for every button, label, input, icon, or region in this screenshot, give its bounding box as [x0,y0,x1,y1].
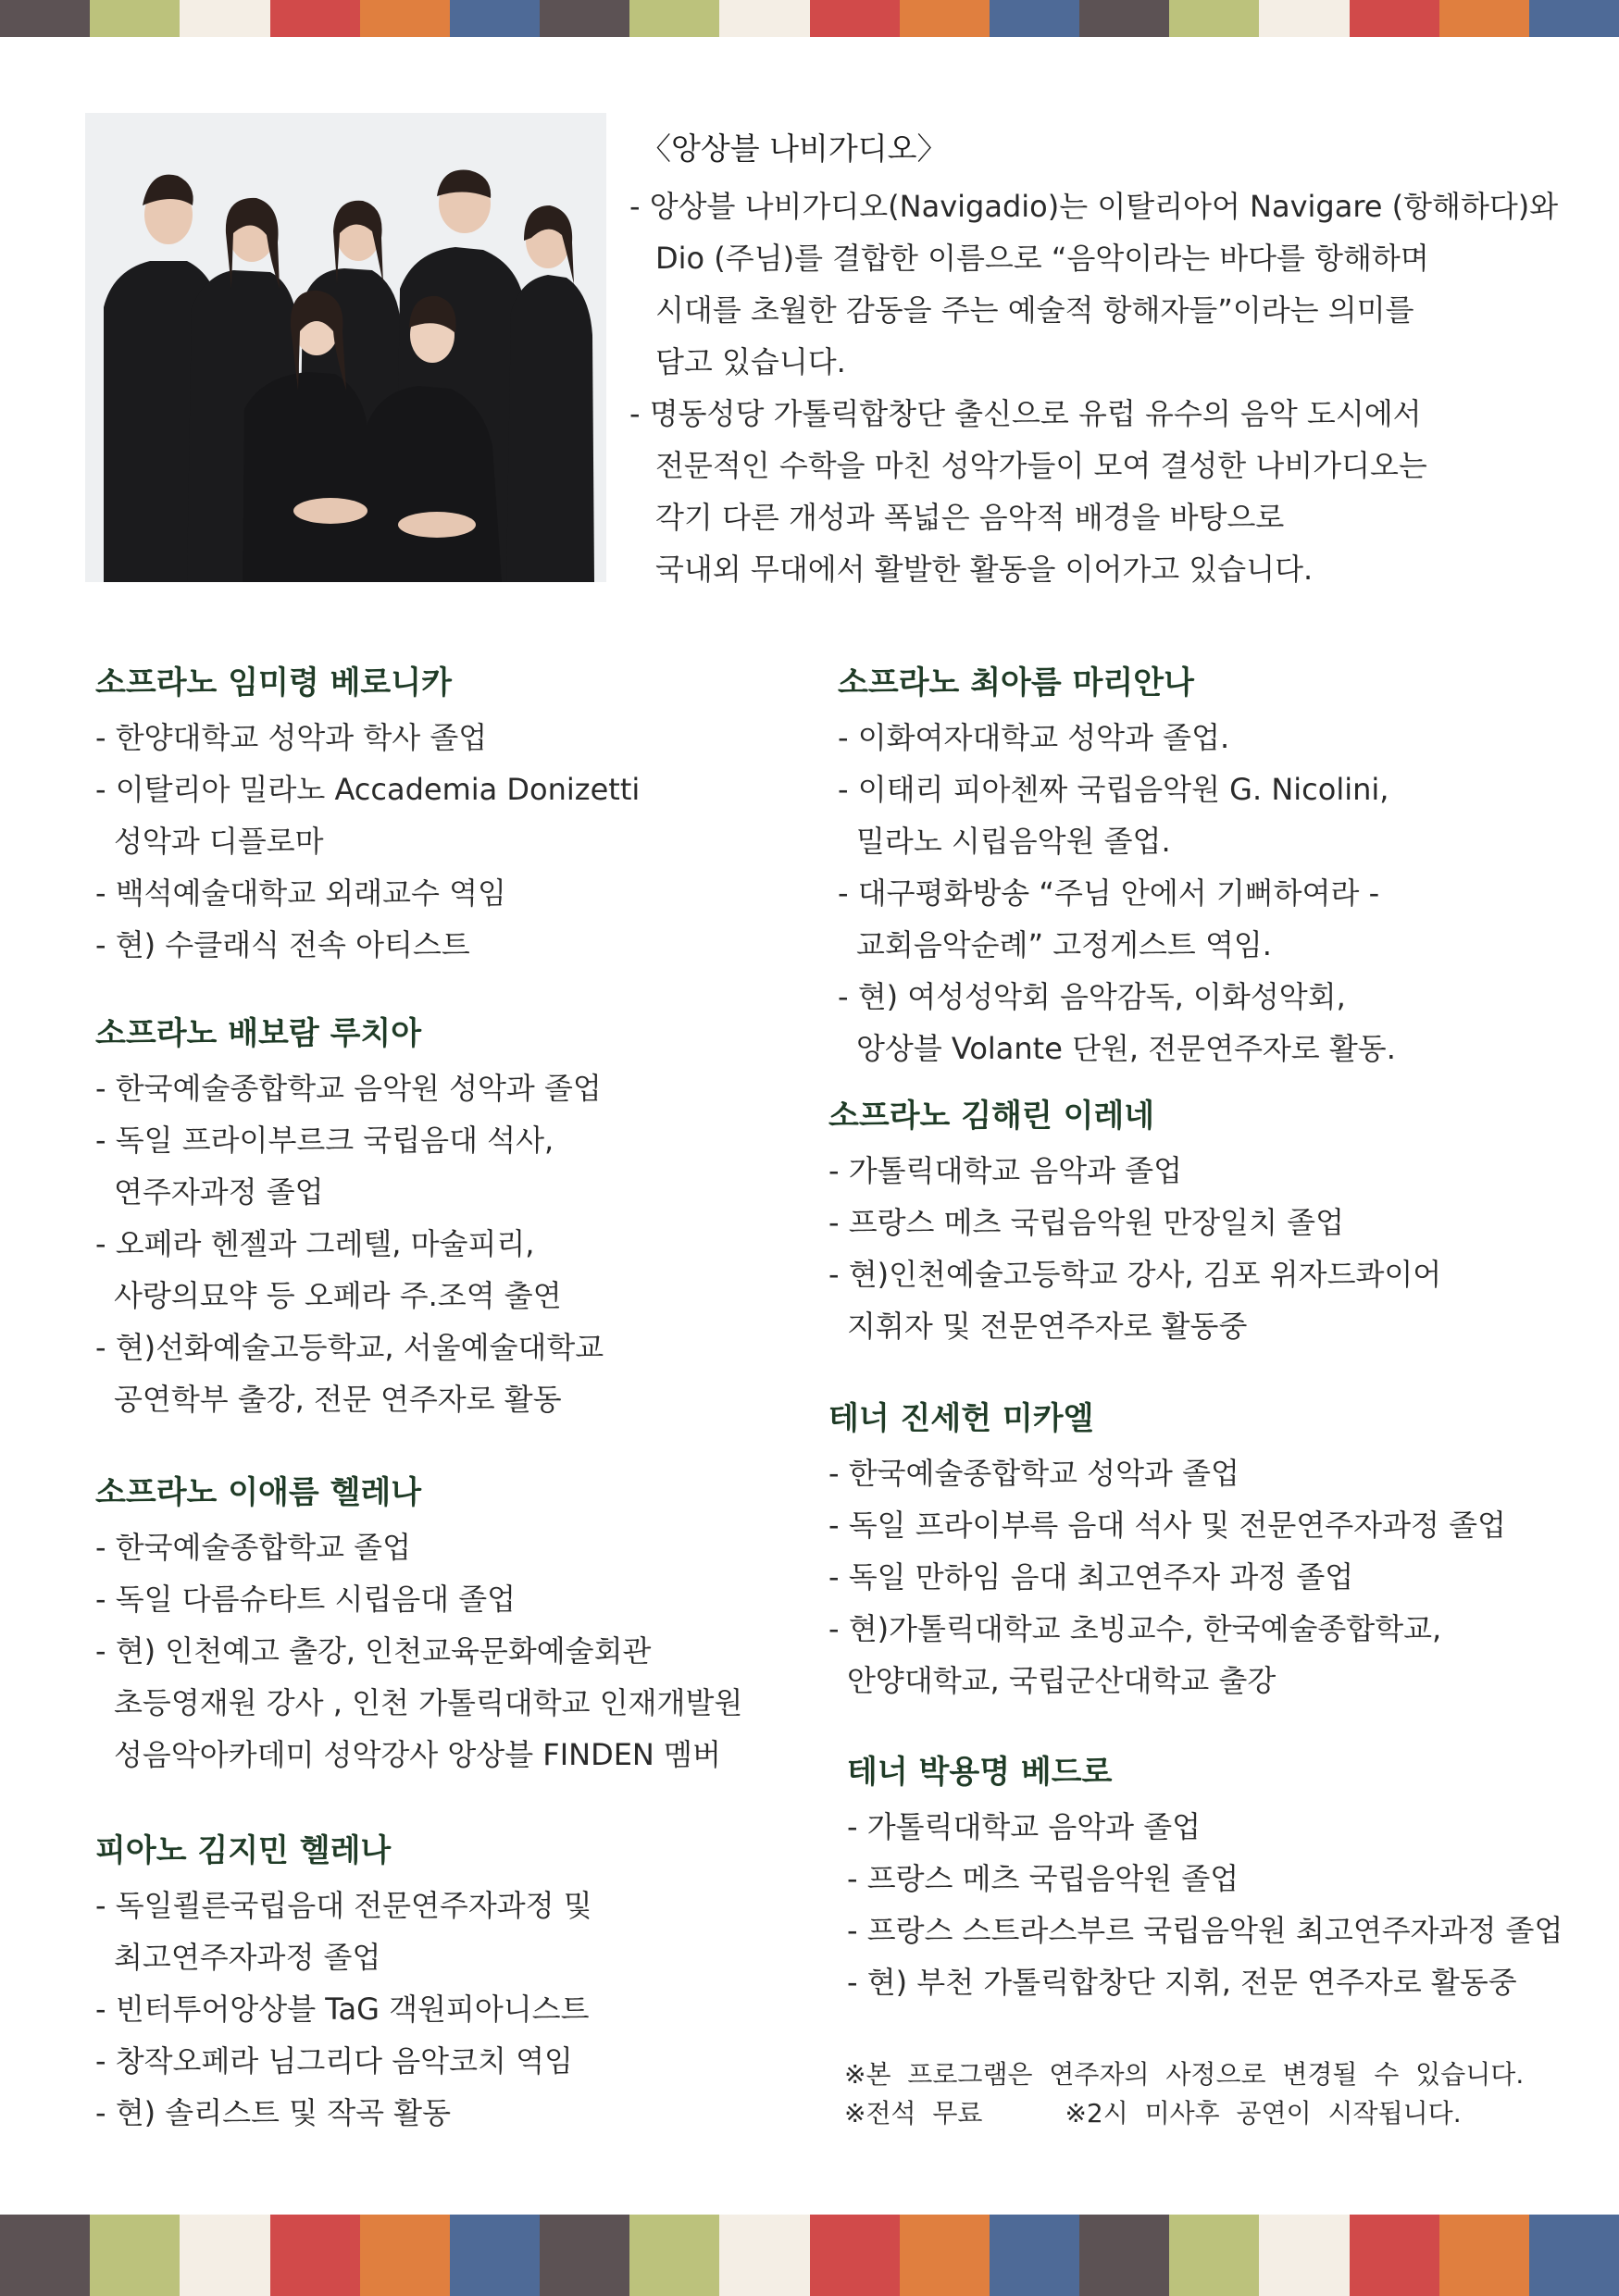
stripe-segment [719,0,809,37]
intro-line: 전문적인 수학을 마친 성악가들이 모여 결성한 나비가디오는 [655,448,1427,483]
bio-item: - 오페라 헨젤과 그레텔, 마술피리, 사랑의묘약 등 오페라 주.조역 출연 [95,1226,562,1313]
bio-name: 소프라노 김해린 이레네 [828,1098,1155,1135]
bio-name: 소프라노 이애름 헬레나 [95,1474,422,1511]
stripe-segment [1169,0,1259,37]
bio-soprano-bae-bo-ram [95,1011,604,1425]
stripe-segment [450,2215,540,2296]
bio-name: 소프라노 배보람 루치아 [95,1015,422,1052]
stripe-segment [1439,0,1529,37]
stripe-segment [1169,2215,1259,2296]
intro-line: 담고 있습니다. [655,344,846,379]
bio-item: - 빈터투어앙상블 TaG 객원피아니스트 [95,1992,590,2027]
bio-name: 피아노 김지민 헬레나 [95,1832,392,1869]
stripe-segment [990,2215,1079,2296]
bio-item: - 프랑스 스트라스부르 국립음악원 최고연주자과정 졸업 [847,1913,1563,1948]
intro-line: - 명동성당 가톨릭합창단 출신으로 유럽 유수의 음악 도시에서 [629,396,1422,431]
stripe-segment [90,0,180,37]
bio-item: - 한국예술종합학교 졸업 [95,1530,412,1565]
bio-item: - 한양대학교 성악과 학사 졸업 [95,720,488,755]
bio-item: - 가톨릭대학교 음악과 졸업 [847,1809,1202,1844]
bio-item: - 현)인천예술고등학교 강사, 김포 위자드콰이어 지휘자 및 전문연주자로 활동중 [828,1257,1442,1344]
bio-item: - 독일쾰른국립음대 전문연주자과정 및 최고연주자과정 졸업 [95,1888,592,1975]
bio-item: - 프랑스 메츠 국립음악원 졸업 [847,1861,1239,1896]
intro-line: 시대를 초월한 감동을 주는 예술적 항해자들”이라는 의미를 [655,292,1414,328]
bio-soprano-choi-a-reum [838,660,1396,1074]
bio-name: 테너 박용명 베드로 [847,1754,1113,1791]
ensemble-introduction [629,123,1559,595]
stripe-segment [810,0,900,37]
stripe-segment [719,2215,809,2296]
stripe-segment [629,2215,719,2296]
bio-item: - 프랑스 메츠 국립음악원 만장일치 졸업 [828,1205,1344,1240]
stripe-segment [990,0,1079,37]
bio-item: - 독일 프라이부륵 음대 석사 및 전문연주자과정 졸업 [828,1508,1506,1543]
bio-name: 소프라노 임미령 베로니카 [95,664,452,701]
stripe-segment [1259,0,1349,37]
stripe-segment [1079,2215,1169,2296]
intro-line: Dio (주님)를 결합한 이름으로 “음악이라는 바다를 항해하며 [655,241,1429,276]
stripe-segment [450,0,540,37]
stripe-segment [810,2215,900,2296]
bottom-color-stripe [0,2215,1619,2296]
intro-line: 각기 다른 개성과 폭넓은 음악적 배경을 바탕으로 [655,500,1285,535]
stripe-segment [1259,2215,1349,2296]
stripe-segment [270,0,360,37]
bio-item: - 이탈리아 밀라노 Accademia Donizetti 성악과 디플로마 [95,772,641,859]
stripe-segment [629,0,719,37]
bio-item: - 독일 다름슈타트 시립음대 졸업 [95,1582,517,1617]
stripe-segment [0,2215,90,2296]
bio-item: - 창작오페라 님그리다 음악코치 역임 [95,2043,573,2079]
bio-item: - 현) 부천 가톨릭합창단 지휘, 전문 연주자로 활동중 [847,1965,1517,2000]
stripe-segment [540,0,629,37]
note-line: ※본 프로그램은 연주자의 사정으로 변경될 수 있습니다. [844,2059,1525,2090]
intro-line: - 앙상블 나비가디오(Navigadio)는 이탈리아어 Navigare (항해하다)와 [629,189,1559,224]
bio-item: - 독일 만하임 음대 최고연주자 과정 졸업 [828,1559,1354,1595]
bio-item: - 백석예술대학교 외래교수 역임 [95,875,506,911]
bio-item: - 현) 솔리스트 및 작곡 활동 [95,2095,452,2130]
bio-tenor-park-yong-myeong [847,1749,1563,2008]
bio-item: - 대구평화방송 “주님 안에서 기뻐하여라 - 교회음악순례” 고정게스트 역임. [838,875,1380,962]
stripe-segment [1350,2215,1439,2296]
intro-title: 〈앙상블 나비가디오〉 [641,130,948,167]
stripe-segment [900,0,990,37]
stripe-segment [1439,2215,1529,2296]
stripe-segment [90,2215,180,2296]
bio-item: - 이태리 피아첸짜 국립음악원 G. Nicolini, 밀라노 시립음악원 졸업. [838,772,1389,859]
stripe-segment [540,2215,629,2296]
bio-item: - 한국예술종합학교 성악과 졸업 [828,1456,1239,1491]
ensemble-group-photo [85,113,606,582]
bio-item: - 현)가톨릭대학교 초빙교수, 한국예술종합학교, 안양대학교, 국립군산대학교 출강 [828,1611,1442,1698]
stripe-segment [1529,2215,1619,2296]
bio-item: - 독일 프라이부르크 국립음대 석사, 연주자과정 졸업 [95,1123,554,1210]
bio-item: - 가톨릭대학교 음악과 졸업 [828,1153,1183,1188]
intro-paragraph [629,180,1559,388]
bio-item: - 현) 수클래식 전속 아티스트 [95,927,470,962]
bio-item: - 이화여자대학교 성악과 졸업. [838,720,1230,755]
bio-soprano-im-mi-ryeong [95,660,640,971]
stripe-segment [900,2215,990,2296]
stripe-segment [360,2215,450,2296]
note-line: ※전석 무료 ※2시 미사후 공연이 시작됩니다. [844,2098,1462,2128]
stripe-segment [180,2215,269,2296]
program-notes [844,2055,1524,2133]
bio-item: - 한국예술종합학교 음악원 성악과 졸업 [95,1071,602,1106]
stripe-segment [0,0,90,37]
bio-soprano-kim-hae-rin [828,1093,1441,1352]
intro-line: 국내외 무대에서 활발한 활동을 이어가고 있습니다. [655,552,1314,587]
stripe-segment [270,2215,360,2296]
stripe-segment [180,0,269,37]
bio-name: 테너 진세헌 미카엘 [828,1400,1094,1437]
stripe-segment [1079,0,1169,37]
bio-piano-kim-ji-min [95,1828,592,2139]
stripe-segment [1350,0,1439,37]
intro-paragraph [629,388,1555,595]
bio-tenor-jin-se-heon [828,1396,1506,1706]
bio-soprano-lee-ae-reum [95,1470,742,1781]
bio-item: - 현)선화예술고등학교, 서울예술대학교 공연학부 출강, 전문 연주자로 활동 [95,1330,604,1417]
top-color-stripe [0,0,1619,37]
bio-name: 소프라노 최아름 마리안나 [838,664,1194,701]
bio-item: - 현) 인천예고 출강, 인천교육문화예술회관 초등영재원 강사 , 인천 가톨릭대학교 인재개발원 성음악아카데미 성악강사 앙상블 FINDEN 멤버 [95,1633,743,1772]
stripe-segment [360,0,450,37]
bio-item: - 현) 여성성악회 음악감독, 이화성악회, 앙상블 Volante 단원, 전문연주자로 활동. [838,979,1396,1066]
stripe-segment [1529,0,1619,37]
